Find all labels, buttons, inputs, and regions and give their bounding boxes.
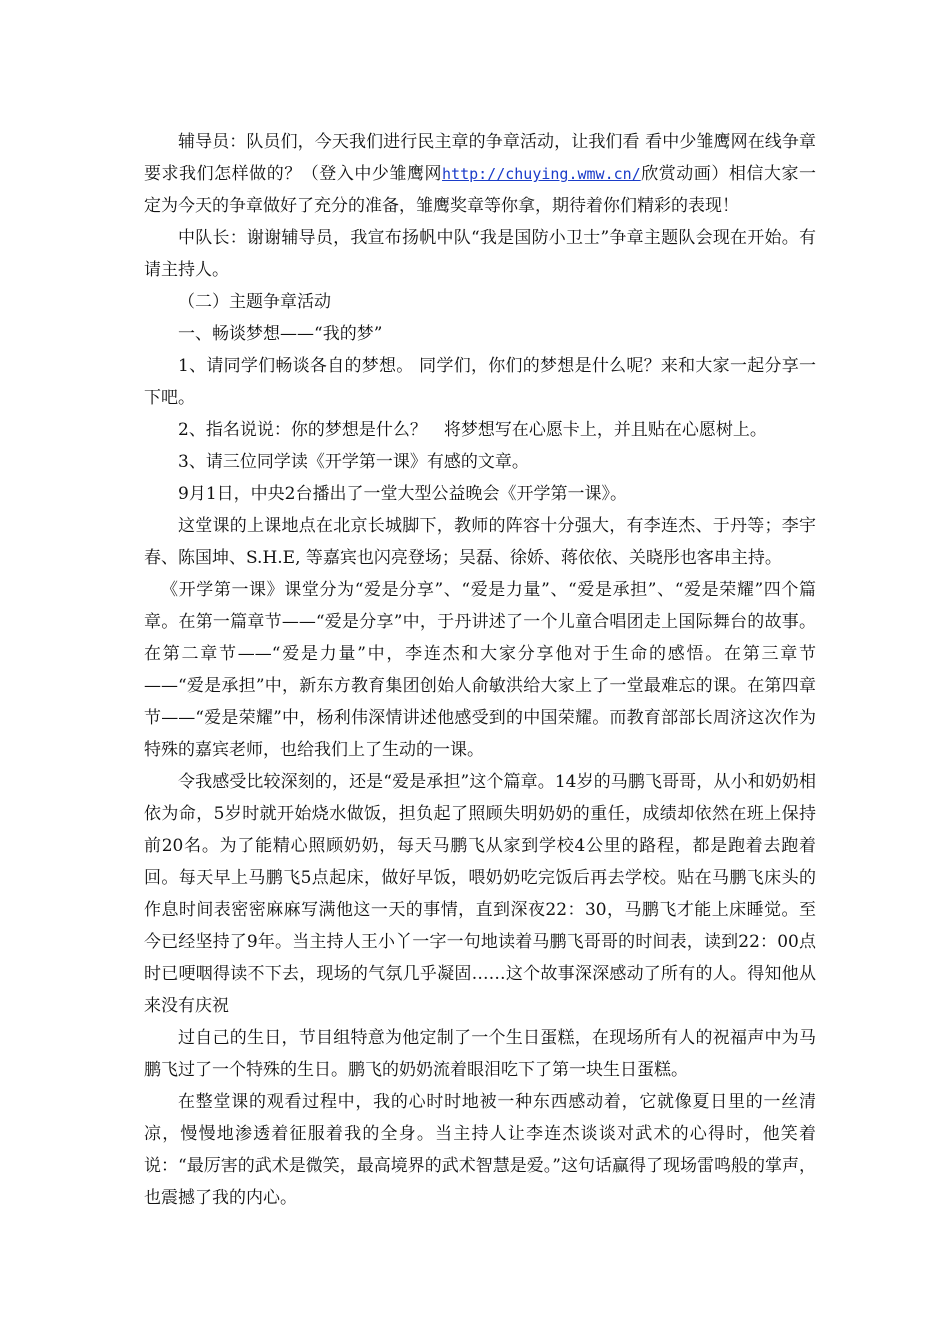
paragraph-step-3: 3、请三位同学读《开学第一课》有感的文章。	[178, 452, 529, 472]
paragraph-text: 欣赏动画）相信大家一定为今天的争章做好了充分的准备，雏鹰奖章等你拿，期待着你们精彩的表现！	[144, 164, 817, 216]
paragraph-venue: 这堂课的上课地点在北京长城脚下，教师的阵容十分强大，有李连杰、于丹等；李宇春、陈国坤、S.H.E, 等嘉宾也闪亮登场；吴磊、徐娇、蒋依依、关晓彤也客串主持。	[144, 516, 816, 568]
paragraph-chapters: 《开学第一课》课堂分为“爱是分享”、“爱是力量”、“爱是承担”、“爱是荣耀”四个篇章。在第一篇章节——“爱是分享”中，于丹讲述了一个儿童合唱团走上国际舞台的故事。在第二章节——“爱是力量”中，李连杰和大家分享他对于生命的感悟。在第三章节——“爱是承担”中，新东方教育集团创始人俞敏洪给大家上了一堂最难忘的课。在第四章节——“爱是荣耀”中，杨利伟深情讲述他感受到的中国荣耀。而教育部部长周济这次作为特殊的嘉宾老师，也给我们上了生动的一课。	[144, 580, 816, 760]
paragraph-text: 辅导员：队员们，今天我们进行民主章的争章活动，让我们看 看中少雏鹰网在线争章要求我们怎样做的？（登入中少雏鹰网	[144, 132, 816, 184]
section-heading-dream: 一、畅谈梦想——“我的梦”	[178, 324, 383, 344]
paragraph-broadcast: 9月1日，中央2台播出了一堂大型公益晚会《开学第一课》。	[178, 484, 627, 504]
section-heading-activity: （二）主题争章活动	[178, 292, 331, 312]
paragraph-step-1: 1、请同学们畅谈各自的梦想。 同学们，你们的梦想是什么呢？来和大家一起分享一下吧。	[144, 356, 816, 408]
paragraph-ma-pengfei: 令我感受比较深刻的，还是“爱是承担”这个篇章。14岁的马鹏飞哥哥，从小和奶奶相依为命，5岁时就开始烧水做饭，担负起了照顾失明奶奶的重任，成绩却依然在班上保持前20名。为了能精心照顾奶奶，每天马鹏飞从家到学校4公里的路程，都是跑着去跑着回。每天早上马鹏飞5点起床，做好早饭，喂奶奶吃完饭后再去学校。贴在马鹏飞床头的作息时间表密密麻麻写满他这一天的事情，直到深夜22：30，马鹏飞才能上床睡觉。至今已经坚持了9年。当主持人王小丫一字一句地读着马鹏飞哥哥的时间表，读到22：00点时已哽咽得读不下去，现场的气氛几乎凝固……这个故事深深感动了所有的人。得知他从来没有庆祝	[144, 772, 816, 1016]
chuying-link[interactable]: http://chuying.wmw.cn/	[442, 165, 641, 183]
paragraph-reflection: 在整堂课的观看过程中，我的心时时地被一种东西感动着，它就像夏日里的一丝清凉，慢慢地渗透着征服着我的全身。当主持人让李连杰谈谈对武术的心得时，他笑着说：“最厉害的武术是微笑，最高境界的武术智慧是爱。”这句话赢得了现场雷鸣般的掌声，也震撼了我的内心。	[144, 1092, 816, 1208]
paragraph-birthday: 过自己的生日，节目组特意为他定制了一个生日蛋糕，在现场所有人的祝福声中为马鹏飞过了一个特殊的生日。鹏飞的奶奶流着眼泪吃下了第一块生日蛋糕。	[144, 1028, 816, 1080]
document-body	[144, 126, 816, 1214]
paragraph-step-2: 2、指名说说：你的梦想是什么？ 将梦想写在心愿卡上，并且贴在心愿树上。	[178, 420, 767, 440]
paragraph-counselor-intro	[144, 126, 816, 222]
paragraph-squad-leader: 中队长：谢谢辅导员，我宣布扬帆中队“我是国防小卫士”争章主题队会现在开始。有请主持人。	[144, 228, 816, 280]
